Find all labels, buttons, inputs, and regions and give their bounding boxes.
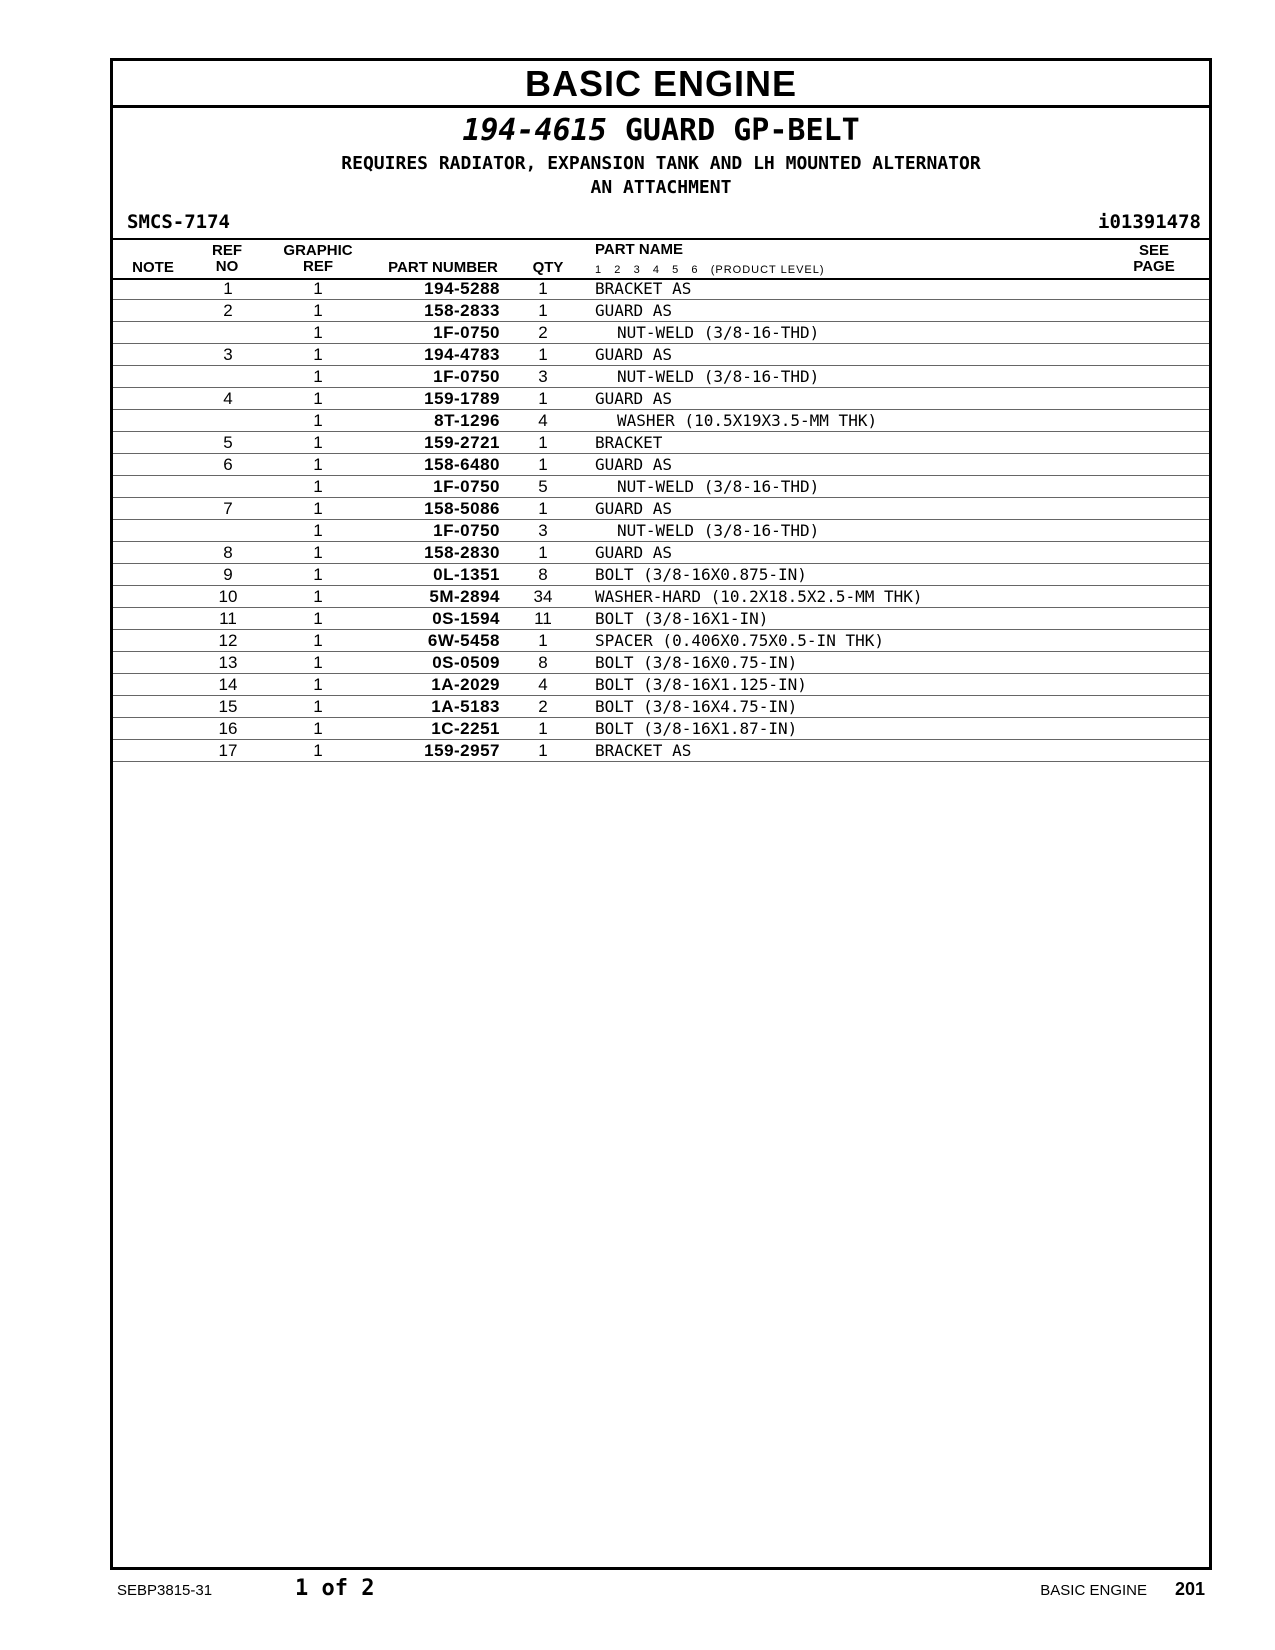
part-number: 1C-2251 (431, 719, 500, 738)
qty: 1 (538, 455, 548, 474)
ref-no: 9 (223, 565, 233, 584)
graphic-ref: 1 (313, 323, 323, 342)
qty: 5 (538, 477, 548, 496)
table-row (113, 630, 1209, 652)
header-note: NOTE (132, 259, 174, 276)
smcs-code: SMCS-7174 (127, 211, 230, 233)
table-row (113, 674, 1209, 696)
table-row (113, 652, 1209, 674)
table-row (113, 388, 1209, 410)
ref-no: 3 (223, 345, 233, 364)
qty: 11 (534, 609, 552, 628)
table-row (113, 564, 1209, 586)
part-number: 1F-0750 (433, 367, 500, 386)
part-number: 158-2833 (424, 301, 500, 320)
part-name: BRACKET (595, 433, 663, 452)
part-name: GUARD AS (595, 499, 673, 518)
part-name: BRACKET AS (595, 279, 692, 298)
table-row (113, 432, 1209, 454)
part-number: 194-4783 (424, 345, 500, 364)
qty: 1 (538, 543, 548, 562)
graphic-ref: 1 (313, 543, 323, 562)
graphic-ref: 1 (313, 521, 323, 540)
part-name: SPACER (0.406X0.75X0.5-IN THK) (595, 631, 884, 650)
part-number: 1A-5183 (431, 697, 500, 716)
ref-no: 1 (223, 279, 233, 298)
qty: 2 (538, 697, 548, 716)
part-name: GUARD AS (595, 455, 673, 474)
graphic-ref: 1 (313, 565, 323, 584)
header-graphic-ref: GRAPHIC REF (283, 242, 353, 275)
part-number: 158-5086 (424, 499, 500, 518)
part-name: GUARD AS (595, 543, 673, 562)
table-row (113, 498, 1209, 520)
graphic-ref: 1 (313, 389, 323, 408)
qty: 8 (538, 653, 548, 672)
table-row (113, 300, 1209, 322)
table-row (113, 454, 1209, 476)
part-name: NUT-WELD (3/8-16-THD) (617, 477, 820, 496)
table-row (113, 718, 1209, 740)
part-name: GUARD AS (595, 389, 673, 408)
graphic-ref: 1 (313, 499, 323, 518)
header-see-page: SEE PAGE (1133, 242, 1175, 275)
qty: 3 (538, 367, 548, 386)
page-footer (0, 1578, 1275, 1608)
qty: 1 (538, 433, 548, 452)
table-row (113, 322, 1209, 344)
part-name: BRACKET AS (595, 741, 692, 760)
table-row (113, 520, 1209, 542)
part-number: 6W-5458 (427, 631, 500, 650)
part-name: NUT-WELD (3/8-16-THD) (617, 521, 820, 540)
part-name: NUT-WELD (3/8-16-THD) (617, 367, 820, 386)
table-header (113, 238, 1209, 280)
part-number: 1F-0750 (433, 521, 500, 540)
section-title: BASIC ENGINE (113, 61, 1209, 108)
qty: 4 (538, 675, 548, 694)
group-title (113, 113, 1209, 149)
part-number: 1F-0750 (433, 323, 500, 342)
qty: 1 (538, 279, 548, 298)
table-row (113, 344, 1209, 366)
part-name: GUARD AS (595, 345, 673, 364)
part-name: WASHER-HARD (10.2X18.5X2.5-MM THK) (595, 587, 923, 606)
graphic-ref: 1 (313, 675, 323, 694)
ref-no: 15 (218, 697, 238, 716)
qty: 1 (538, 719, 548, 738)
parts-table-body (113, 278, 1209, 762)
ref-no: 11 (219, 609, 237, 628)
footer-page-number: 201 (1174, 1579, 1205, 1599)
qty: 1 (538, 389, 548, 408)
table-row (113, 410, 1209, 432)
part-number: 159-2721 (424, 433, 500, 452)
ref-no: 13 (218, 653, 238, 672)
requirement-line-1: REQUIRES RADIATOR, EXPANSION TANK AND LH MOUNTED ALTERNATOR (341, 153, 981, 174)
ref-no: 6 (223, 455, 233, 474)
part-number: 158-6480 (424, 455, 500, 474)
header-ref-no: REF NO (212, 242, 242, 275)
part-number: 194-5288 (424, 279, 500, 298)
part-name: WASHER (10.5X19X3.5-MM THK) (617, 411, 878, 430)
ref-no: 4 (223, 389, 233, 408)
ref-no: 5 (223, 433, 233, 452)
qty: 1 (538, 345, 548, 364)
graphic-ref: 1 (313, 741, 323, 760)
table-row (113, 696, 1209, 718)
ref-no: 16 (218, 719, 238, 738)
table-row (113, 366, 1209, 388)
ref-no: 12 (218, 631, 238, 650)
qty: 1 (538, 741, 548, 760)
ref-no: 10 (218, 587, 238, 606)
part-name: BOLT (3/8-16X1.125-IN) (595, 675, 807, 694)
part-number: 8T-1296 (434, 411, 500, 430)
table-row (113, 740, 1209, 762)
ref-no: 14 (218, 675, 238, 694)
footer-doc-id: SEBP3815-31 (117, 1582, 213, 1599)
graphic-ref: 1 (313, 301, 323, 320)
part-number: 159-1789 (424, 389, 500, 408)
graphic-ref: 1 (313, 345, 323, 364)
part-name: BOLT (3/8-16X1.87-IN) (595, 719, 798, 738)
part-name: BOLT (3/8-16X0.875-IN) (595, 565, 807, 584)
table-row (113, 278, 1209, 300)
table-row (113, 608, 1209, 630)
graphic-ref: 1 (313, 411, 323, 430)
table-row (113, 476, 1209, 498)
part-number: 0S-0509 (432, 653, 500, 672)
parts-page-frame (110, 58, 1212, 1570)
requirement-line-2: AN ATTACHMENT (590, 177, 732, 198)
graphic-ref: 1 (313, 587, 323, 606)
part-number: 159-2957 (424, 741, 500, 760)
graphic-ref: 1 (313, 279, 323, 298)
part-number: 1F-0750 (433, 477, 500, 496)
ref-no: 2 (223, 301, 233, 320)
part-number: 1A-2029 (431, 675, 500, 694)
table-row (113, 542, 1209, 564)
graphic-ref: 1 (313, 609, 323, 628)
header-product-levels: 1 2 3 4 5 6 (PRODUCT LEVEL) (595, 264, 825, 276)
illustration-id: i01391478 (1098, 211, 1201, 233)
graphic-ref: 1 (313, 455, 323, 474)
part-name: GUARD AS (595, 301, 673, 320)
part-number: 5M-2894 (429, 587, 500, 606)
part-name: BOLT (3/8-16X4.75-IN) (595, 697, 798, 716)
qty: 4 (538, 411, 548, 430)
group-number: 194-4615 (462, 113, 607, 148)
qty: 1 (538, 499, 548, 518)
part-name: BOLT (3/8-16X1-IN) (595, 609, 769, 628)
group-name: GUARD GP-BELT (624, 113, 860, 148)
graphic-ref: 1 (313, 631, 323, 650)
qty: 1 (538, 301, 548, 320)
ref-no: 7 (223, 499, 233, 518)
graphic-ref: 1 (313, 367, 323, 386)
part-number: 0S-1594 (432, 609, 500, 628)
graphic-ref: 1 (313, 719, 323, 738)
part-name: NUT-WELD (3/8-16-THD) (617, 323, 820, 342)
ref-no: 17 (218, 741, 238, 760)
qty: 2 (538, 323, 548, 342)
graphic-ref: 1 (313, 653, 323, 672)
qty: 3 (538, 521, 548, 540)
qty: 34 (533, 587, 553, 606)
footer-page-of: 1 of 2 (295, 1576, 375, 1601)
graphic-ref: 1 (313, 433, 323, 452)
part-name: BOLT (3/8-16X0.75-IN) (595, 653, 798, 672)
header-qty: QTY (532, 259, 564, 276)
part-number: 158-2830 (424, 543, 500, 562)
part-number: 0L-1351 (433, 565, 500, 584)
graphic-ref: 1 (313, 477, 323, 496)
qty: 1 (538, 631, 548, 650)
header-part-name: PART NAME (595, 241, 684, 258)
graphic-ref: 1 (313, 697, 323, 716)
ref-no: 8 (223, 543, 233, 562)
table-row (113, 586, 1209, 608)
footer-section: BASIC ENGINE (1040, 1582, 1147, 1599)
header-part-number: PART NUMBER (388, 259, 498, 276)
qty: 8 (538, 565, 548, 584)
